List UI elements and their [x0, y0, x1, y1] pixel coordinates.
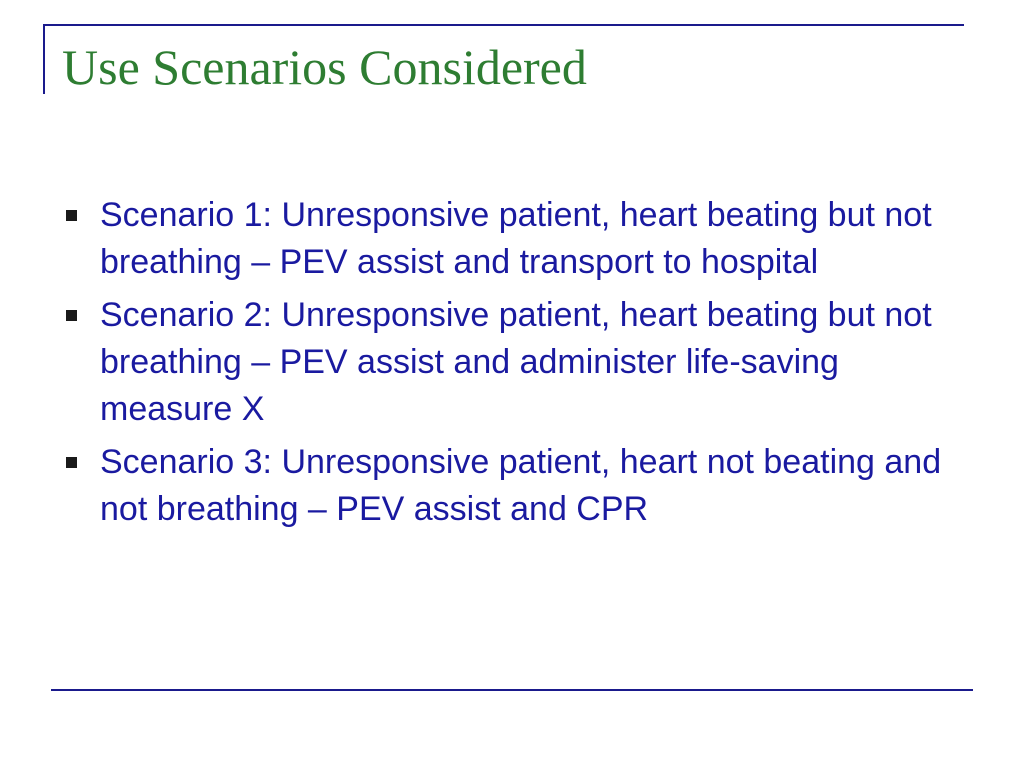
title-left-rule	[43, 24, 45, 94]
square-bullet-icon	[66, 210, 77, 221]
square-bullet-icon	[66, 457, 77, 468]
bullet-text: Scenario 1: Unresponsive patient, heart beating but not breathing – PEV assist and transport to hospital	[100, 196, 932, 281]
footer-rule	[51, 689, 973, 691]
slide-title: Use Scenarios Considered	[62, 39, 587, 95]
bullet-text: Scenario 3: Unresponsive patient, heart not beating and not breathing – PEV assist and CPR	[100, 443, 942, 528]
square-bullet-icon	[66, 310, 77, 321]
bullet-text: Scenario 2: Unresponsive patient, heart beating but not breathing – PEV assist and administer life-saving measure X	[100, 296, 932, 428]
title-top-rule	[43, 24, 964, 26]
bullet-item-scenario-2	[62, 292, 942, 433]
bullet-list	[62, 192, 942, 539]
bullet-item-scenario-1	[62, 192, 942, 286]
bullet-item-scenario-3	[62, 439, 942, 533]
